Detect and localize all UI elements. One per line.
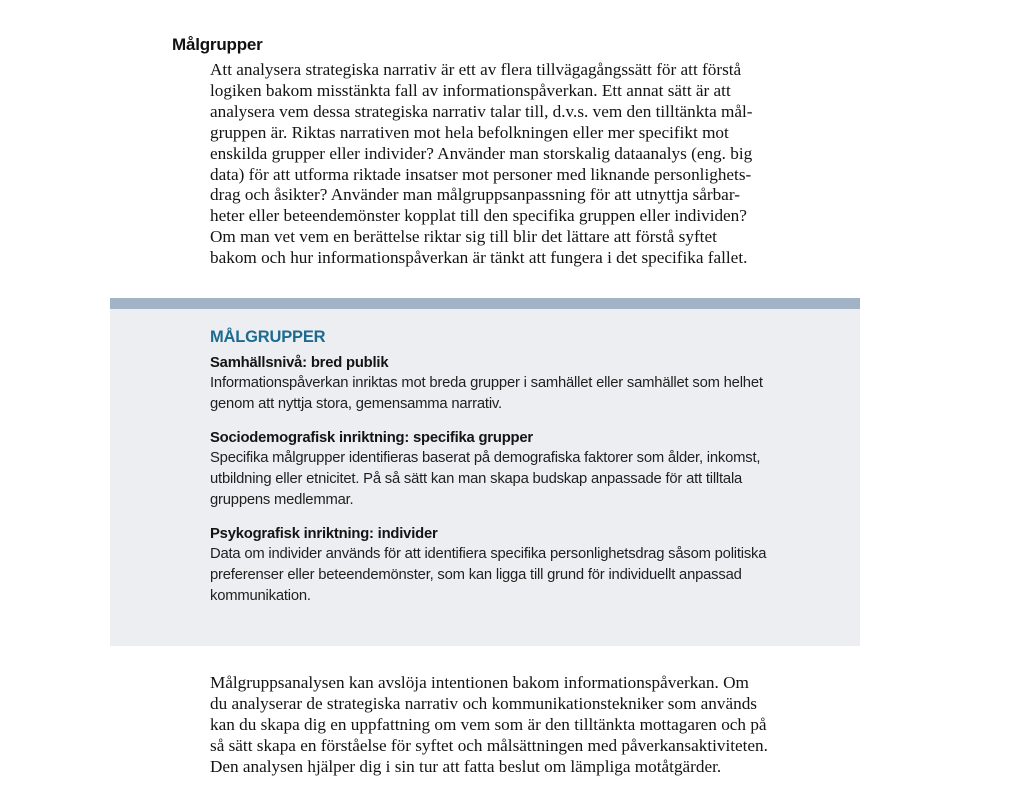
- closing-line: Målgruppsanalysen kan avslöja intentionen bakom informationspåverkan. Om: [210, 673, 749, 692]
- factbox-item-line: preferenser eller beteendemönster, som kan ligga till grund för individuellt anpassad: [210, 567, 742, 583]
- factbox-item-line: Specifika målgrupper identifieras baserat på demografiska faktorer som ålder, inkomst,: [210, 450, 761, 466]
- factbox-item-heading: Psykografisk inriktning: individer: [210, 526, 438, 542]
- factbox-top-bar: [110, 298, 860, 309]
- factbox-item-sociodemographic: [210, 428, 830, 511]
- intro-line: analysera vem dessa strategiska narrativ talar till, d.v.s. vem den tilltänkta mål-: [210, 101, 753, 121]
- factbox-item-text: [210, 373, 830, 415]
- closing-line: kan du skapa dig en uppfattning om vem som är den tilltänkta mottagaren och på: [210, 714, 767, 734]
- intro-line: Om man vet vem en berättelse riktar sig till blir det lättare att förstå syftet: [210, 227, 717, 247]
- intro-line: logiken bakom misstänkta fall av informationspåverkan. Ett annat sätt är att: [210, 80, 731, 100]
- closing-line: Den analysen hjälper dig i sin tur att fatta beslut om lämpliga motåtgärder.: [210, 756, 722, 776]
- factbox-item-heading: Sociodemografisk inriktning: specifika grupper: [210, 430, 533, 446]
- factbox-item-line: kommunikation.: [210, 588, 311, 604]
- factbox-item-line: Data om individer används för att identifiera specifika personlighetsdrag såsom politiska: [210, 546, 767, 562]
- intro-line: enskilda grupper eller individer? Använder man storskalig dataanalys (eng. big: [210, 143, 753, 163]
- intro-line: data) för att utforma riktade insatser mot personer med liknande personlighets-: [210, 164, 752, 184]
- intro-line: Att analysera strategiska narrativ är ett av flera tillvägagångssätt för att förstå: [210, 60, 742, 79]
- closing-paragraph: [210, 673, 870, 778]
- factbox-item-societal-level: [210, 353, 830, 415]
- target-groups-factbox: [110, 298, 860, 646]
- intro-line: drag och åsikter? Använder man målgruppsanpassning för att utnyttja sårbar-: [210, 185, 740, 205]
- section-heading: Målgrupper: [172, 35, 263, 54]
- factbox-content: [210, 328, 830, 620]
- factbox-item-line: genom att nyttja stora, gemensamma narrativ.: [210, 396, 502, 412]
- factbox-item-line: Informationspåverkan inriktas mot breda grupper i samhället eller samhället som helhet: [210, 375, 763, 391]
- factbox-item-heading: Samhällsnivå: bred publik: [210, 355, 389, 371]
- factbox-title: MÅLGRUPPER: [210, 328, 326, 346]
- factbox-item-line: gruppens medlemmar.: [210, 492, 354, 508]
- intro-line: heter eller beteendemönster kopplat till den specifika gruppen eller individen?: [210, 206, 747, 226]
- intro-line: gruppen är. Riktas narrativen mot hela befolkningen eller mer specifikt mot: [210, 122, 729, 142]
- factbox-item-text: [210, 544, 830, 607]
- factbox-item-line: utbildning eller etnicitet. På så sätt kan man skapa budskap anpassade för att tilltala: [210, 471, 743, 487]
- closing-line: du analyserar de strategiska narrativ och kommunikationstekniker som används: [210, 693, 757, 713]
- intro-line: bakom och hur informationspåverkan är tänkt att fungera i det specifika fallet.: [210, 248, 748, 268]
- intro-paragraph: [210, 60, 870, 269]
- factbox-item-psychographic: [210, 524, 830, 607]
- closing-line: så sätt skapa en förståelse för syftet och målsättningen med påverkansaktiviteten.: [210, 735, 768, 755]
- factbox-item-text: [210, 448, 830, 511]
